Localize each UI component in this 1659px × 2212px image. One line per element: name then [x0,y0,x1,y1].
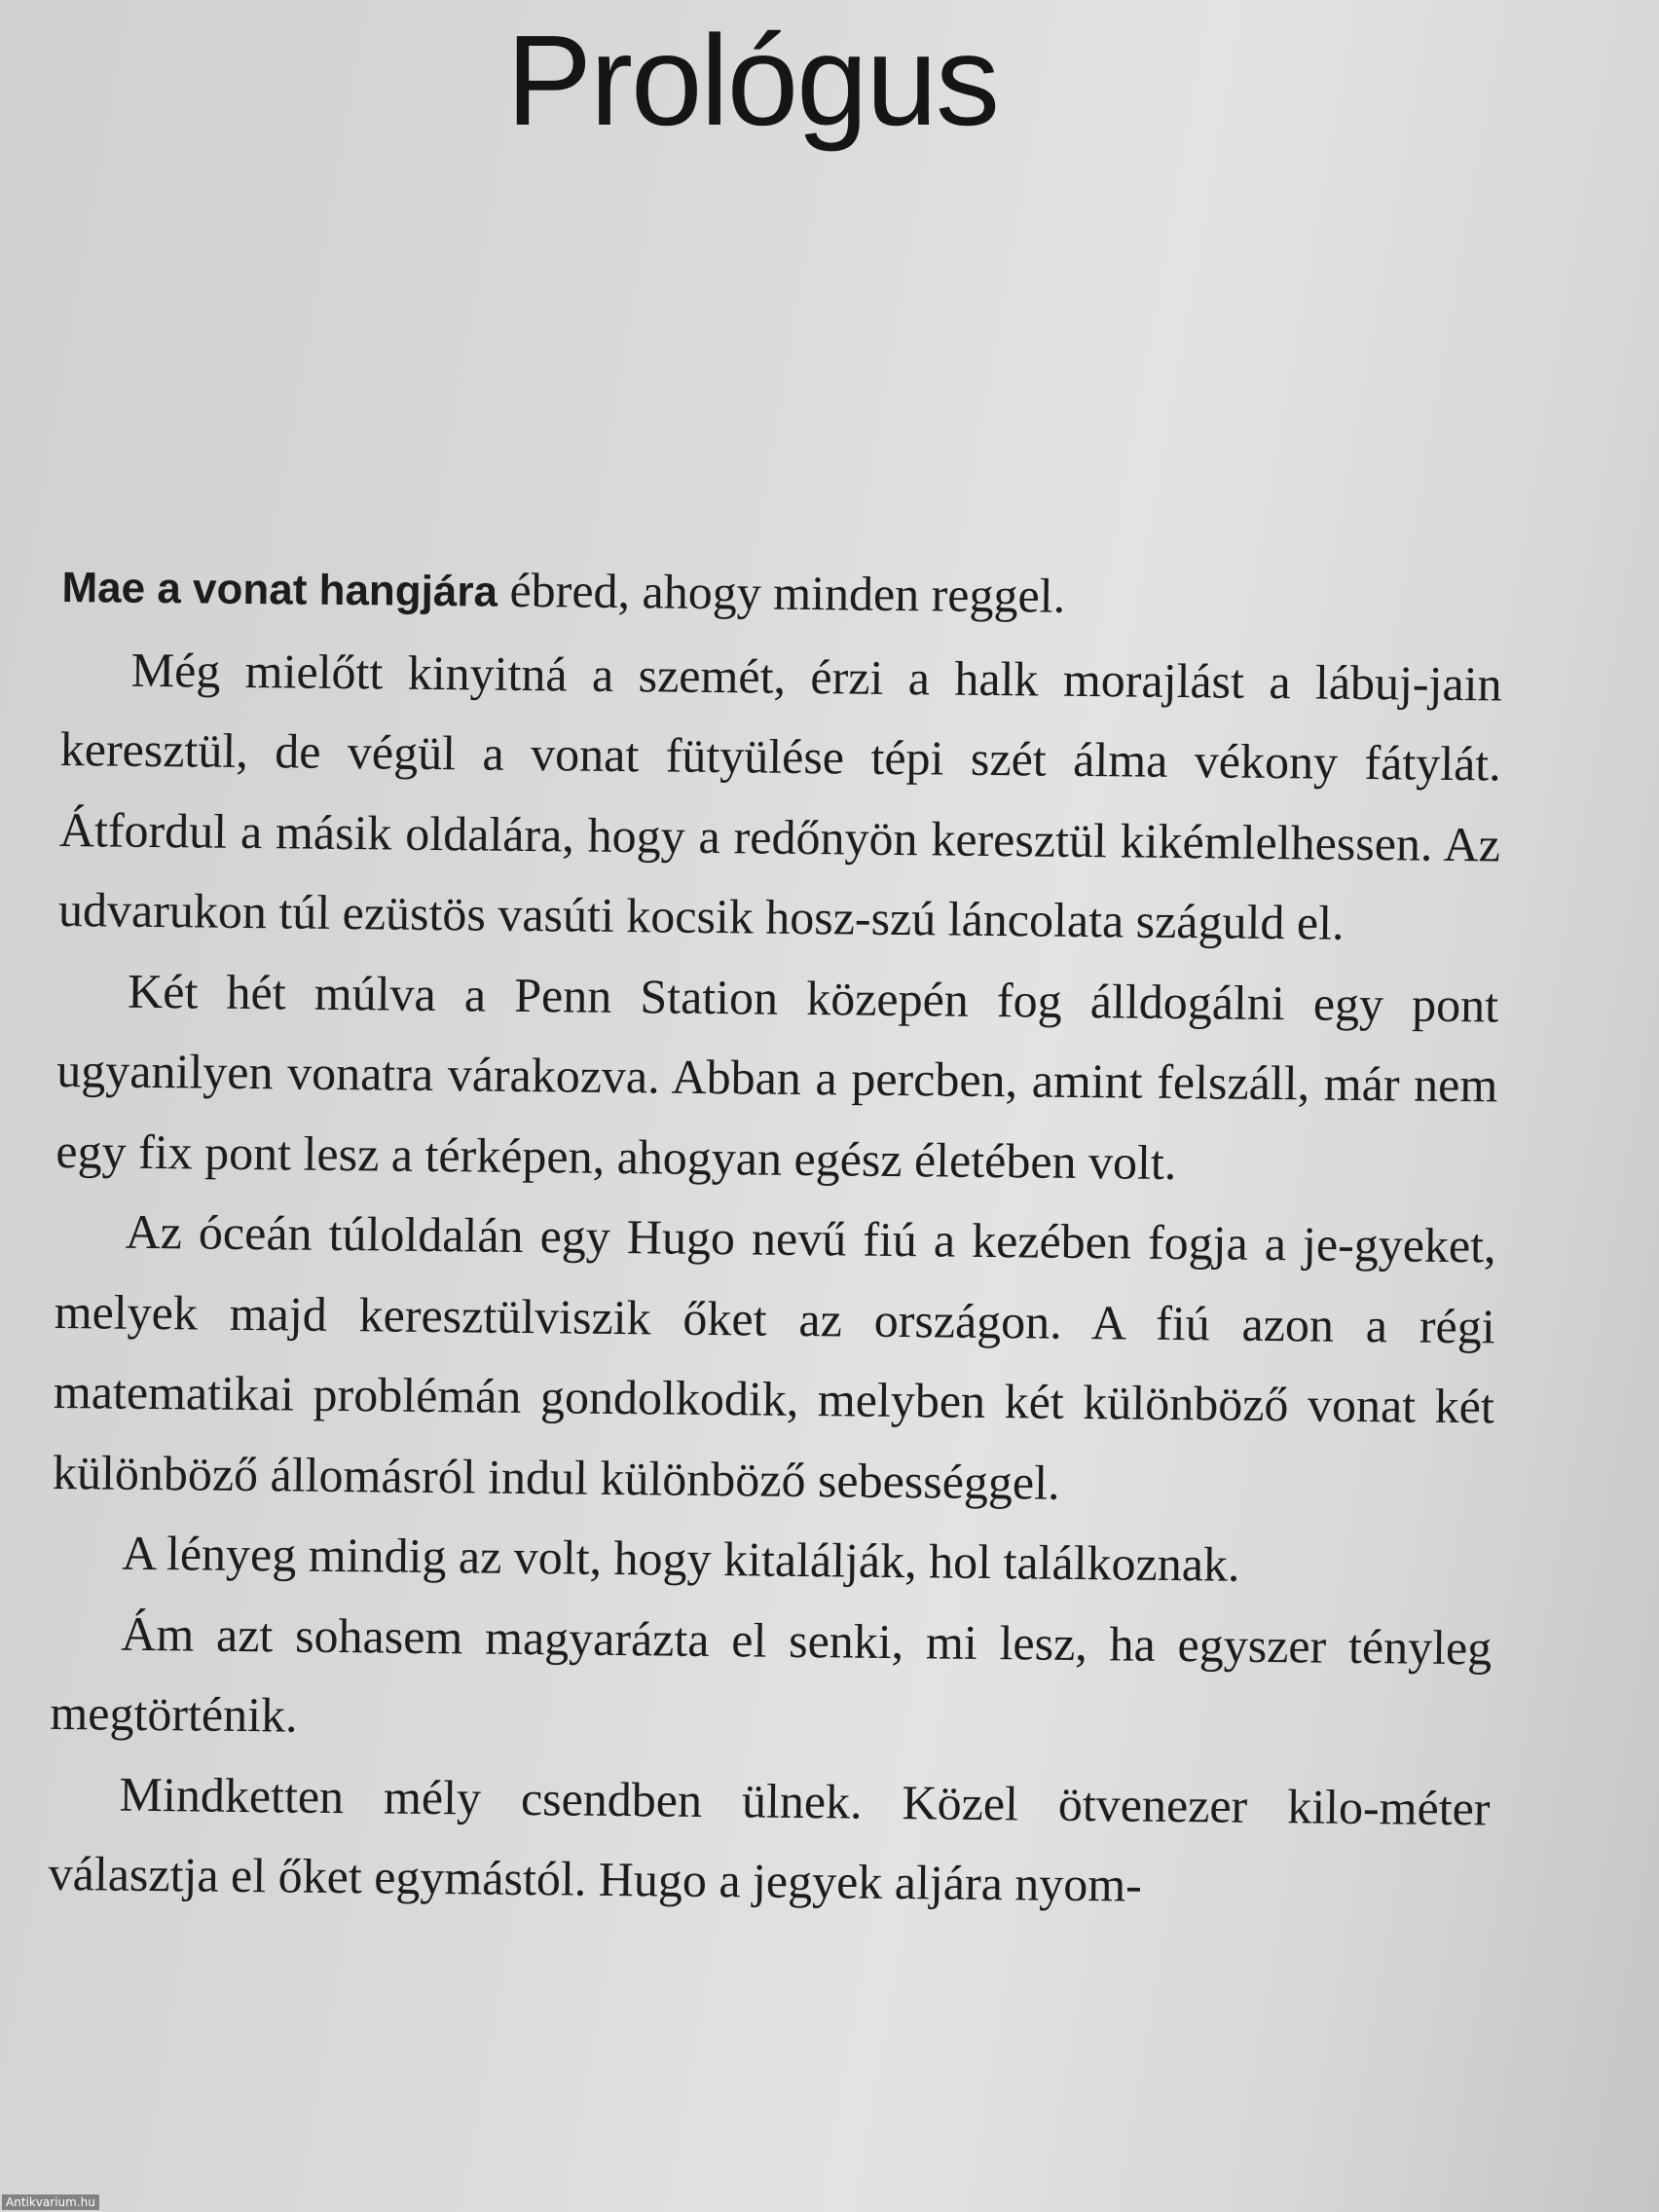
chapter-title: Prológus [506,9,998,152]
body-text [48,545,1503,1929]
lead-in: Mae a vonat hangjára [61,563,498,616]
paragraph-1-text: ébred, ahogy minden reggel. [497,562,1066,623]
paragraph-2: Még mielőtt kinyitná a szemét, érzi a halk morajlást a lábuj-jain keresztül, de végül a vonat fütyülése tépi szét álma vékony fátylát. Átfordul a másik oldalára, hogy a redőnyön keresztül kikémlelhessen. Az udvarukon túl ezüstös vasúti kocsik hosz-szú láncolata száguld el. [57,642,1502,950]
paragraph-5: A lényeg mindig az volt, hogy kitalálják, hol találkoznak. [121,1525,1240,1592]
paragraph-6: Ám azt sohasem magyarázta el senki, mi lesz, ha egyszer tényleg megtörténik. [50,1605,1493,1743]
paragraph-1 [61,545,1503,644]
watermark: Antikvarium.hu [2,2194,99,2210]
paragraph-7: Mindketten mély csendben ülnek. Közel ötvenezer kilo-méter választja el őket egymástól. Hugo a jegyek aljára nyom- [48,1766,1491,1912]
paragraph-3: Két hét múlva a Penn Station közepén fog álldogálni egy pont ugyanilyen vonatra várakozva. Abban a percben, amint felszáll, már nem egy fix pont lesz a térképen, ahogyan egész életében volt. [55,963,1499,1190]
paragraph-4: Az óceán túloldalán egy Hugo nevű fiú a kezében fogja a je-gyeket, melyek majd keresztülviszik őket az országon. A fiú azon a régi matematikai problémán gondolkodik, melyben két különböző vonat két különböző állomásról indul különböző sebességgel. [52,1203,1496,1510]
